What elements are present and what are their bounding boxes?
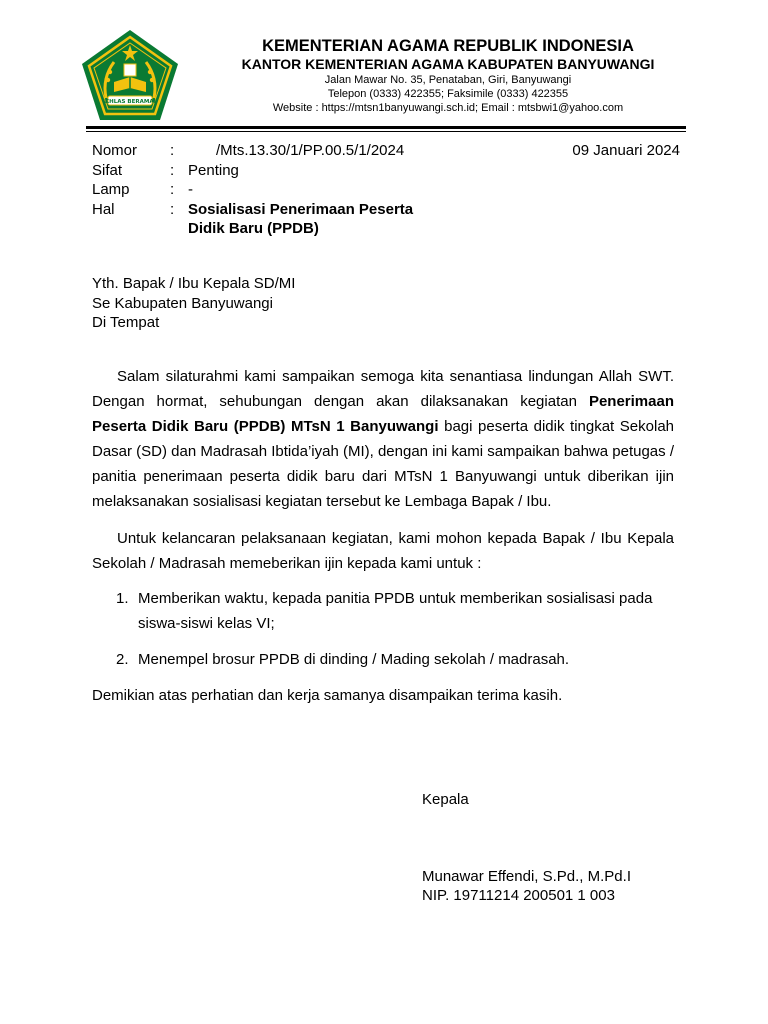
letter-body [92,364,674,708]
paragraph-intro: Salam silaturahmi kami sampaikan semoga kita senantiasa lindungan Allah SWT. Dengan hormat, sehubungan dengan akan dilaksanakan kegiatan Penerimaan Peserta Didik Baru (PPDB) MTsN 1 Banyuwangi bagi peserta didik tingkat Sekolah Dasar (SD) dan Madrasah Ibtida’iyah (MI), dengan ini kami sampaikan bahwa petugas / panitia penerimaan peserta didik baru dari MTsN 1 Banyuwangi untuk diberikan ijin melaksanakan sosialisasi kegiatan tersebut ke Lembaga Bapak / Ibu. [92,368,674,510]
office-address: Jalan Mawar No. 35, Penataban, Giri, Banyuwangi [324,74,572,86]
paragraph-request: Untuk kelancaran pelaksanaan kegiatan, kami mohon kepada Bapak / Ibu Kepala Sekolah / Madrasah memeberikan ijin kepada kami untuk : [92,530,674,572]
meta-nomor [92,141,688,161]
ministry-title: KEMENTERIAN AGAMA REPUBLIK INDONESIA [262,37,634,55]
colon: : [170,142,175,159]
letter-date: 09 Januari 2024 [572,142,680,159]
signature-block [422,790,631,905]
addressee-line: Yth. Bapak / Ibu Kepala SD/MI [92,275,296,292]
signer-name: Munawar Effendi, S.Pd., M.Pd.I [422,868,631,885]
office-phone: Telepon (0333) 422355; Faksimile (0333) 422355 [327,88,569,100]
kemenag-logo-icon [80,28,180,122]
header-rule-thin [86,131,686,132]
closing-sentence: Demikian atas perhatian dan kerja samanya disampaikan terima kasih. [92,687,563,704]
meta-sifat [92,161,688,181]
hal-value: Sosialisasi Penerimaan Peserta Didik Baru (PPDB) [188,200,414,237]
nomor-value: /Mts.13.30/1/PP.00.5/1/2024 [216,142,405,159]
office-title: KANTOR KEMENTERIAN AGAMA KABUPATEN BANYUWANGI [241,56,655,72]
office-web: Website : https://mtsn1banyuwangi.sch.id; Email : mtsbwi1@yahoo.com [272,102,624,114]
header-rule [86,126,686,129]
hal-label: Hal [92,200,115,218]
letter-meta [92,141,688,240]
colon: : [170,181,175,198]
meta-lamp [92,180,688,200]
addressee-line: Se Kabupaten Banyuwangi [92,294,273,312]
list-item: 1. Memberikan waktu, kepada panitia PPDB untuk memberikan sosialisasi pada siswa-siswi kelas VI; [116,590,653,632]
signer-nip: NIP. 19711214 200501 1 003 [422,887,615,904]
logo-motto: IKHLAS BERAMAL [102,99,158,105]
signer-title: Kepala [422,791,469,808]
meta-hal [92,200,688,240]
list-item: 2. Menempel brosur PPDB di dinding / Mading sekolah / madrasah. [116,651,570,668]
colon: : [170,161,175,179]
lamp-value: - [188,181,193,198]
lamp-label: Lamp [92,181,130,198]
sifat-label: Sifat [92,161,123,179]
nomor-label: Nomor [92,142,138,159]
addressee [92,274,295,333]
addressee-line: Di Tempat [92,314,160,331]
request-list [92,586,674,672]
sifat-value: Penting [188,161,239,179]
letterhead [200,36,696,115]
event-name: Penerimaan Peserta Didik Baru (PPDB) MTsN 1 Banyuwangi [92,393,674,435]
colon: : [170,200,175,218]
